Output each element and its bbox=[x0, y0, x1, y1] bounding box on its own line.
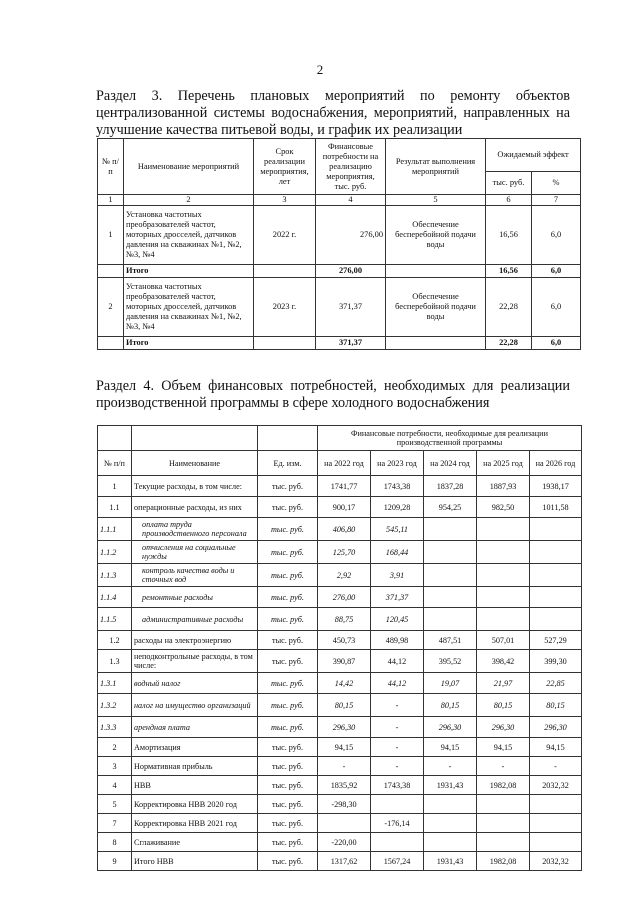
table-row bbox=[98, 795, 582, 814]
row-num: 5 bbox=[98, 795, 132, 814]
section4-table bbox=[97, 425, 582, 871]
row-value: 296,30 bbox=[318, 717, 371, 738]
row-name: НВВ bbox=[132, 776, 258, 795]
row-value: - bbox=[371, 694, 424, 717]
table-row bbox=[98, 852, 582, 871]
row-value: 80,15 bbox=[530, 694, 582, 717]
table-row bbox=[98, 717, 582, 738]
table-row bbox=[98, 631, 582, 650]
row-value bbox=[477, 608, 530, 631]
row-num: 8 bbox=[98, 833, 132, 852]
total-pct: 6,0 bbox=[532, 337, 581, 350]
row-value: 1567,24 bbox=[371, 852, 424, 871]
row-value: 395,52 bbox=[424, 650, 477, 673]
row-value: 22,85 bbox=[530, 673, 582, 694]
row-num: 1.3.1 bbox=[98, 673, 132, 694]
row-value: 1837,28 bbox=[424, 476, 477, 497]
row-value: 1209,28 bbox=[371, 497, 424, 518]
row-name: контроль качества воды и сточных вод bbox=[132, 564, 258, 587]
row-unit: тыс. руб. bbox=[258, 497, 318, 518]
row-value: 398,42 bbox=[477, 650, 530, 673]
col-number: 2 bbox=[124, 195, 254, 206]
total-row bbox=[98, 265, 581, 278]
row-value: 390,87 bbox=[318, 650, 371, 673]
row-name: Корректировка НВВ 2021 год bbox=[132, 814, 258, 833]
table-row bbox=[98, 757, 582, 776]
header-unit: Ед. изм. bbox=[258, 451, 318, 476]
row-value: 276,00 bbox=[318, 587, 371, 608]
row-value: 94,15 bbox=[477, 738, 530, 757]
row-num: 9 bbox=[98, 852, 132, 871]
row-name: Итого НВВ bbox=[132, 852, 258, 871]
col-number: 3 bbox=[254, 195, 316, 206]
row-value: - bbox=[371, 717, 424, 738]
header-effect: Ожидаемый эффект bbox=[486, 139, 581, 172]
total-finance: 276,00 bbox=[316, 265, 386, 278]
row-value: 900,17 bbox=[318, 497, 371, 518]
table-row bbox=[98, 206, 581, 265]
row-value: 2032,32 bbox=[530, 852, 582, 871]
row-value bbox=[530, 833, 582, 852]
row-unit: тыс. руб. bbox=[258, 631, 318, 650]
row-value: 125,70 bbox=[318, 541, 371, 564]
section3-table bbox=[97, 138, 581, 350]
row-value: 1835,92 bbox=[318, 776, 371, 795]
row-value bbox=[477, 541, 530, 564]
row-value: 527,29 bbox=[530, 631, 582, 650]
row-finance: 371,37 bbox=[316, 278, 386, 337]
row-value bbox=[424, 587, 477, 608]
header-year: на 2024 год bbox=[424, 451, 477, 476]
row-unit: тыс. руб. bbox=[258, 541, 318, 564]
row-unit: тыс. руб. bbox=[258, 564, 318, 587]
row-name: неподконтрольные расходы, в том числе: bbox=[132, 650, 258, 673]
row-value: 1317,62 bbox=[318, 852, 371, 871]
row-name: отчисления на социальные нужды bbox=[132, 541, 258, 564]
row-num: 3 bbox=[98, 757, 132, 776]
row-value: 94,15 bbox=[318, 738, 371, 757]
header-num: № п/п bbox=[98, 451, 132, 476]
table-row bbox=[98, 587, 582, 608]
table-row bbox=[98, 518, 582, 541]
row-num: 1.1.1 bbox=[98, 518, 132, 541]
row-value bbox=[424, 564, 477, 587]
row-num: 1.1.4 bbox=[98, 587, 132, 608]
header-year: на 2023 год bbox=[371, 451, 424, 476]
row-unit: тыс. руб. bbox=[258, 833, 318, 852]
row-value: 545,11 bbox=[371, 518, 424, 541]
row-unit: тыс. руб. bbox=[258, 814, 318, 833]
header-num: № п/п bbox=[98, 139, 124, 195]
row-num: 2 bbox=[98, 278, 124, 337]
row-value: - bbox=[424, 757, 477, 776]
row-value: -176,14 bbox=[371, 814, 424, 833]
header-result: Результат выполнения мероприятий bbox=[386, 139, 486, 195]
row-value bbox=[371, 833, 424, 852]
row-pct: 6,0 bbox=[532, 278, 581, 337]
col-number: 1 bbox=[98, 195, 124, 206]
header-effect-rub: тыс. руб. bbox=[486, 172, 532, 195]
row-value bbox=[477, 814, 530, 833]
col-number: 4 bbox=[316, 195, 386, 206]
row-unit: тыс. руб. bbox=[258, 795, 318, 814]
row-value: 399,30 bbox=[530, 650, 582, 673]
col-number: 5 bbox=[386, 195, 486, 206]
row-value: 168,44 bbox=[371, 541, 424, 564]
table-row bbox=[98, 673, 582, 694]
row-name: Установка частотных преобразователей частот, моторных дросселей, датчиков давления на скважинах №1, №2, №3, №4 bbox=[124, 278, 254, 337]
row-value: 14,42 bbox=[318, 673, 371, 694]
row-num: 7 bbox=[98, 814, 132, 833]
page-number: 2 bbox=[316, 62, 324, 77]
row-value: 1982,08 bbox=[477, 852, 530, 871]
row-result: Обеспечение бесперебойной подачи воды bbox=[386, 206, 486, 265]
row-unit: тыс. руб. bbox=[258, 717, 318, 738]
row-value bbox=[477, 587, 530, 608]
row-value bbox=[530, 564, 582, 587]
row-name: Сглаживание bbox=[132, 833, 258, 852]
table-row bbox=[98, 738, 582, 757]
row-value: 80,15 bbox=[318, 694, 371, 717]
row-value bbox=[530, 518, 582, 541]
row-value bbox=[530, 814, 582, 833]
row-name: Нормативная прибыль bbox=[132, 757, 258, 776]
row-rub: 22,28 bbox=[486, 278, 532, 337]
row-num: 1.1.5 bbox=[98, 608, 132, 631]
row-num: 1.3.2 bbox=[98, 694, 132, 717]
row-name: оплата труда производственного персонала bbox=[132, 518, 258, 541]
row-value: 1931,43 bbox=[424, 852, 477, 871]
row-value: 1011,58 bbox=[530, 497, 582, 518]
total-pct: 6,0 bbox=[532, 265, 581, 278]
row-value bbox=[318, 814, 371, 833]
row-value bbox=[371, 795, 424, 814]
row-name: Текущие расходы, в том числе: bbox=[132, 476, 258, 497]
table-row bbox=[98, 564, 582, 587]
row-num: 1.2 bbox=[98, 631, 132, 650]
row-num: 4 bbox=[98, 776, 132, 795]
row-rub: 16,56 bbox=[486, 206, 532, 265]
section3-heading: Раздел 3. Перечень плановых мероприятий по ремонту объектов централизованной системы водоснабжения, мероприятий, направленных на улучшение качества питьевой воды, и график их реализации bbox=[96, 88, 570, 138]
row-value: -298,30 bbox=[318, 795, 371, 814]
row-value bbox=[424, 518, 477, 541]
row-value: 94,15 bbox=[424, 738, 477, 757]
row-value: 94,15 bbox=[530, 738, 582, 757]
row-value: -220,00 bbox=[318, 833, 371, 852]
row-value: 44,12 bbox=[371, 650, 424, 673]
row-num: 1.3.3 bbox=[98, 717, 132, 738]
row-value bbox=[477, 795, 530, 814]
row-value bbox=[424, 814, 477, 833]
row-name: Установка частотных преобразователей частот, моторных дросселей, датчиков давления на скважинах №1, №2, №3, №4 bbox=[124, 206, 254, 265]
row-finance: 276,00 bbox=[316, 206, 386, 265]
row-unit: тыс. руб. bbox=[258, 650, 318, 673]
row-unit: тыс. руб. bbox=[258, 476, 318, 497]
row-value: 450,73 bbox=[318, 631, 371, 650]
total-row bbox=[98, 337, 581, 350]
row-value: 954,25 bbox=[424, 497, 477, 518]
row-value: 1982,08 bbox=[477, 776, 530, 795]
row-result: Обеспечение бесперебойной подачи воды bbox=[386, 278, 486, 337]
row-value: 88,75 bbox=[318, 608, 371, 631]
row-name: арендная плата bbox=[132, 717, 258, 738]
row-unit: тыс. руб. bbox=[258, 694, 318, 717]
total-finance: 371,37 bbox=[316, 337, 386, 350]
table-row bbox=[98, 776, 582, 795]
row-unit: тыс. руб. bbox=[258, 608, 318, 631]
row-value: 296,30 bbox=[477, 717, 530, 738]
row-value: 1931,43 bbox=[424, 776, 477, 795]
row-value bbox=[477, 518, 530, 541]
row-unit: тыс. руб. bbox=[258, 673, 318, 694]
row-term: 2023 г. bbox=[254, 278, 316, 337]
row-name: Амортизация bbox=[132, 738, 258, 757]
row-unit: тыс. руб. bbox=[258, 776, 318, 795]
table-row bbox=[98, 833, 582, 852]
row-value: 80,15 bbox=[424, 694, 477, 717]
total-rub: 22,28 bbox=[486, 337, 532, 350]
row-pct: 6,0 bbox=[532, 206, 581, 265]
row-value: 2032,32 bbox=[530, 776, 582, 795]
row-value: 21,97 bbox=[477, 673, 530, 694]
row-value: 296,30 bbox=[424, 717, 477, 738]
header-name: Наименование мероприятий bbox=[124, 139, 254, 195]
row-value: 1743,38 bbox=[371, 476, 424, 497]
table-row bbox=[98, 608, 582, 631]
header-year: на 2025 год bbox=[477, 451, 530, 476]
row-value bbox=[424, 608, 477, 631]
row-unit: тыс. руб. bbox=[258, 518, 318, 541]
row-name: административные расходы bbox=[132, 608, 258, 631]
table-row bbox=[98, 278, 581, 337]
row-value: 487,51 bbox=[424, 631, 477, 650]
row-value bbox=[477, 564, 530, 587]
row-num: 1.1.3 bbox=[98, 564, 132, 587]
row-name: водный налог bbox=[132, 673, 258, 694]
table-row bbox=[98, 541, 582, 564]
row-value bbox=[530, 541, 582, 564]
row-value: 2,92 bbox=[318, 564, 371, 587]
row-value: 19,07 bbox=[424, 673, 477, 694]
row-unit: тыс. руб. bbox=[258, 852, 318, 871]
row-name: операционные расходы, из них bbox=[132, 497, 258, 518]
header-effect-pct: % bbox=[532, 172, 581, 195]
row-value: 1741,77 bbox=[318, 476, 371, 497]
row-value: 3,91 bbox=[371, 564, 424, 587]
row-name: Корректировка НВВ 2020 год bbox=[132, 795, 258, 814]
total-label: Итого bbox=[124, 337, 254, 350]
header-year: на 2022 год bbox=[318, 451, 371, 476]
header-finance: Финансовые потребности на реализацию мероприятия, тыс. руб. bbox=[316, 139, 386, 195]
row-value bbox=[424, 541, 477, 564]
row-num: 1 bbox=[98, 476, 132, 497]
section4-table-body bbox=[98, 476, 582, 871]
row-name: ремонтные расходы bbox=[132, 587, 258, 608]
row-num: 2 bbox=[98, 738, 132, 757]
row-value: 296,30 bbox=[530, 717, 582, 738]
row-value: 371,37 bbox=[371, 587, 424, 608]
section4-heading: Раздел 4. Объем финансовых потребностей, необходимых для реализации производственной программы в сфере холодного водоснабжения bbox=[96, 378, 570, 411]
table-row bbox=[98, 476, 582, 497]
row-value: - bbox=[318, 757, 371, 776]
row-value: 80,15 bbox=[477, 694, 530, 717]
header-group: Финансовые потребности, необходимые для реализации производственной программы bbox=[318, 426, 582, 451]
row-value: - bbox=[477, 757, 530, 776]
row-value bbox=[530, 795, 582, 814]
table-row bbox=[98, 650, 582, 673]
header-term: Срок реализации мероприятия, лет bbox=[254, 139, 316, 195]
row-value: 1743,38 bbox=[371, 776, 424, 795]
row-value: 44,12 bbox=[371, 673, 424, 694]
row-num: 1 bbox=[98, 206, 124, 265]
row-value: - bbox=[371, 738, 424, 757]
row-name: расходы на электроэнергию bbox=[132, 631, 258, 650]
row-value: 406,80 bbox=[318, 518, 371, 541]
row-num: 1.3 bbox=[98, 650, 132, 673]
table-row bbox=[98, 694, 582, 717]
col-number: 6 bbox=[486, 195, 532, 206]
table-row bbox=[98, 814, 582, 833]
row-value: 982,50 bbox=[477, 497, 530, 518]
row-name: налог на имущество организаций bbox=[132, 694, 258, 717]
col-number: 7 bbox=[532, 195, 581, 206]
header-year: на 2026 год bbox=[530, 451, 582, 476]
row-value: 489,98 bbox=[371, 631, 424, 650]
table-row bbox=[98, 497, 582, 518]
row-value: 1887,93 bbox=[477, 476, 530, 497]
row-value: 120,45 bbox=[371, 608, 424, 631]
row-value bbox=[477, 833, 530, 852]
row-value: 1938,17 bbox=[530, 476, 582, 497]
row-value bbox=[424, 795, 477, 814]
row-unit: тыс. руб. bbox=[258, 738, 318, 757]
row-num: 1.1.2 bbox=[98, 541, 132, 564]
total-rub: 16,56 bbox=[486, 265, 532, 278]
row-value: - bbox=[530, 757, 582, 776]
total-label: Итого bbox=[124, 265, 254, 278]
row-value bbox=[424, 833, 477, 852]
row-num: 1.1 bbox=[98, 497, 132, 518]
row-value: 507,01 bbox=[477, 631, 530, 650]
row-unit: тыс. руб. bbox=[258, 587, 318, 608]
row-value: - bbox=[371, 757, 424, 776]
row-term: 2022 г. bbox=[254, 206, 316, 265]
row-unit: тыс. руб. bbox=[258, 757, 318, 776]
row-value bbox=[530, 587, 582, 608]
header-name: Наименование bbox=[132, 451, 258, 476]
row-value bbox=[530, 608, 582, 631]
